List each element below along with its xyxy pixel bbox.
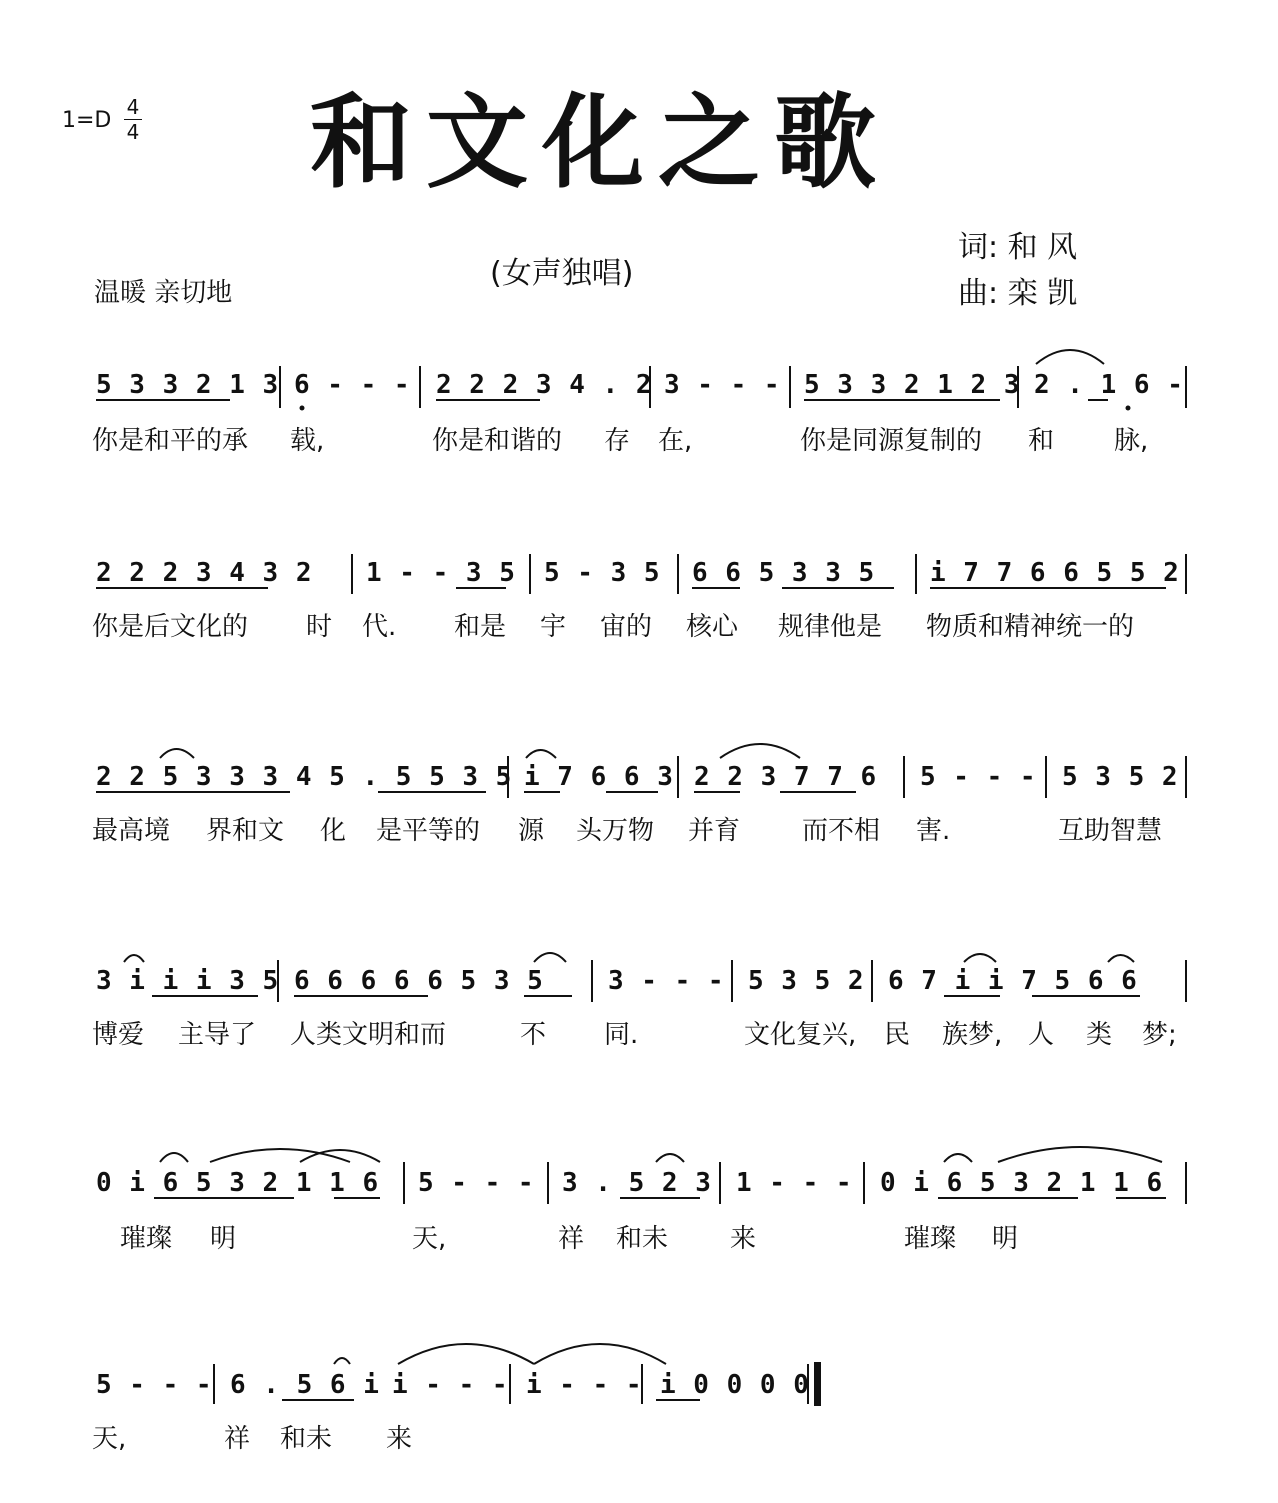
measure: 5 3 5 2 [1062,762,1179,792]
lyric: 类 [1086,1020,1113,1050]
lyric: 宙的 [600,612,653,642]
measure: 2 2 5 3 3 3 4 5 . 5 5 3 5 [96,762,513,792]
tie-arc [534,1344,666,1364]
lyric: 来 [386,1424,413,1454]
lyric: 祥 [224,1424,251,1454]
lyric: 祥 [558,1224,585,1254]
lyric: 和未 [616,1224,669,1254]
lyric: 源 [518,816,545,846]
measure: 5 3 3 2 1 3 [96,370,280,400]
low-octave-dot [300,406,305,411]
tie-arc [998,1147,1162,1162]
tie-arc [1108,955,1134,962]
measure: 2 2 2 3 4 . 2 [436,370,653,400]
octave-dots [300,406,1131,411]
lyric: 人类文明和而 [290,1020,447,1050]
measure: 5 - - - [96,1370,213,1400]
lyric: 和未 [280,1424,333,1454]
lyric: 代. [362,612,397,642]
measure: 6 - - - [294,370,411,400]
measure: 5 3 3 2 1 2 3 [804,370,1021,400]
tie-arc [944,1154,972,1162]
lyric: 族梦, [942,1020,1003,1050]
measure: 5 - - - [418,1168,535,1198]
measure: 5 - 3 5 [544,558,661,588]
lyric: 并育 [688,816,741,846]
lyric: 文化复兴, [744,1020,857,1050]
lyric: 害. [916,816,951,846]
lyric: 互助智慧 [1058,816,1163,846]
ties [124,350,1162,1364]
lyric: 主导了 [178,1020,257,1050]
composer-credit: 曲: 栾 凯 [958,276,1078,311]
lyric: 时 [306,612,333,642]
lyric: 你是后文化的 [92,612,249,642]
time-signature-bottom: 4 [126,120,140,144]
measure: 1 - - - [736,1168,853,1198]
measure: i 7 6 6 3 [524,762,674,792]
lyric: 宇 [540,612,567,642]
measure: 6 . 5 6 i [230,1370,380,1400]
lyric: 同. [604,1020,639,1050]
lyric: 核心 [686,612,739,642]
song-title: 和文化之歌 [310,83,890,203]
tie-arc [1036,350,1104,364]
barlines [214,366,1186,1404]
tie-arc [964,954,996,962]
tie-arc [160,749,194,758]
measure: 1 - - 3 5 [366,558,516,588]
measure: i - - - [526,1370,643,1400]
lyric: 存 [604,426,631,456]
measure: 6 6 6 6 6 5 3 5 [294,966,544,996]
underlines [96,400,1166,1400]
final-barline [808,1362,821,1406]
measure: 0 i 6 5 3 2 1 1 6 [880,1168,1164,1198]
lyric: 脉, [1114,426,1149,456]
lyric: 来 [730,1224,757,1254]
measure: i 7 7 6 6 5 5 2 [930,558,1180,588]
measure: 6 7 i i 7 5 6 6 [888,966,1138,996]
lyric: 头万物 [576,816,655,846]
lyric: 和是 [454,612,507,642]
key-signature: 1=D [62,108,112,133]
lyric: 载, [290,426,325,456]
measure: 0 i 6 5 3 2 1 1 6 [96,1168,380,1198]
lyricist-credit: 词: 和 风 [958,230,1078,265]
lyric: 人 [1028,1020,1055,1050]
lyric: 天, [412,1224,447,1254]
lyric: 民 [884,1020,911,1050]
tie-arc [398,1344,534,1364]
lyric: 规律他是 [778,612,883,642]
lyric: 最高境 [92,816,171,846]
lyric: 物质和精神统一的 [926,612,1135,642]
lyric: 博爱 [92,1020,145,1050]
measure: 3 . 5 2 3 [562,1168,712,1198]
lyric: 梦; [1142,1020,1177,1050]
measure: 2 2 3 7 7 6 [694,762,878,792]
tie-arc [720,744,800,758]
lyric: 在, [658,426,693,456]
measure: 5 - - - [920,762,1037,792]
lyric: 界和文 [206,816,285,846]
lyric: 璀璨 [904,1224,957,1254]
measure: 2 2 2 3 4 3 2 [96,558,313,588]
lyric: 不 [520,1020,547,1050]
lyric: 明 [210,1224,237,1254]
measure: 3 - - - [664,370,781,400]
tie-arc [656,1154,684,1162]
tie-arc [534,953,566,962]
lyric: 你是和平的承 [92,426,249,456]
time-signature-top: 4 [126,95,140,119]
lyric: 你是同源复制的 [800,426,983,456]
lyric: 而不相 [802,816,881,846]
measure: 6 6 5 3 3 5 [692,558,876,588]
tie-arc [526,750,556,758]
lyric: 天, [92,1424,127,1454]
lyric: 化 [320,816,347,846]
low-octave-dot [1126,406,1131,411]
tempo-marking: 温暖 亲切地 [94,278,233,308]
tie-arc [334,1358,350,1364]
measure: 3 i i i 3 5 [96,966,280,996]
tie-arc [160,1153,188,1162]
lyric: 和 [1028,426,1055,456]
measure: 5 3 5 2 [748,966,865,996]
lyric: 璀璨 [120,1224,173,1254]
lyric: 是平等的 [376,816,481,846]
lyric: 你是和谐的 [432,426,563,456]
measure: i 0 0 0 0 [660,1370,810,1400]
tie-arc [124,955,144,962]
subtitle: (女声独唱) [490,256,634,291]
measure: 2 . 1 6 - [1034,370,1184,400]
measure: i - - - [392,1370,509,1400]
lyric: 明 [992,1224,1019,1254]
measure: 3 - - - [608,966,725,996]
